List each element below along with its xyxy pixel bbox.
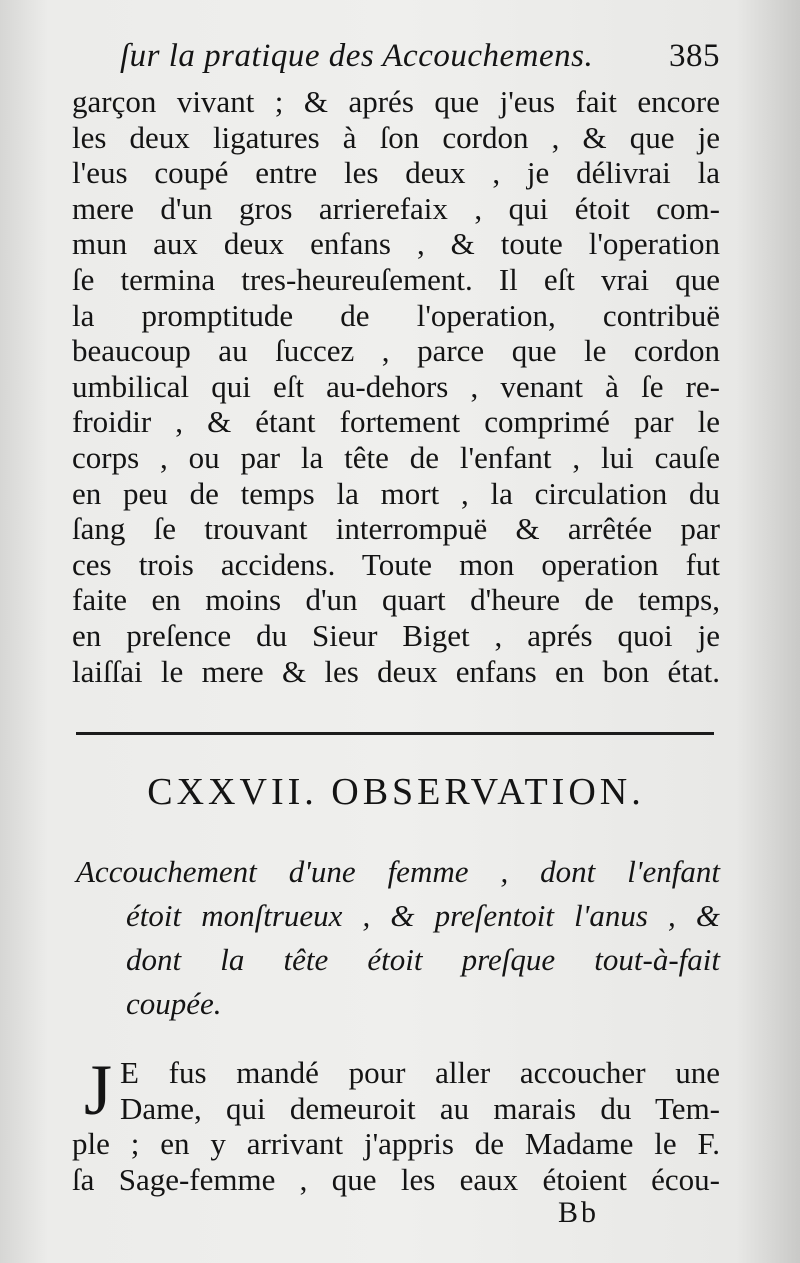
text-line: umbilical qui eſt au-dehors , venant à ſe re- <box>72 368 720 404</box>
text-line: ſang ſe trouvant interrompuë & arrêtée par <box>72 511 720 547</box>
text-line: ſa Sage-femme , que les eaux étoient écou- <box>72 1161 720 1197</box>
running-head <box>120 38 720 88</box>
section-heading: CXXVII. OBSERVATION. <box>147 771 645 813</box>
text-line: froidir , & étant fortement comprimé par le <box>72 404 720 440</box>
running-title: ſur la pratique des Accouchemens. <box>120 38 594 74</box>
text-line: en peu de temps la mort , la circulation du <box>72 475 720 511</box>
text-line: ple ; en y arrivant j'appris de Madame le F. <box>72 1126 720 1162</box>
signature-mark: Bb <box>558 1196 600 1229</box>
text-line: mun aux deux enfans , & toute l'operation <box>72 226 720 262</box>
section-rule <box>76 732 714 735</box>
text-line: Dame, qui demeuroit au marais du Tem- <box>120 1090 720 1126</box>
text-line: la promptitude de l'operation, contribuë <box>72 297 720 333</box>
section-subtitle <box>76 850 720 1026</box>
observation-paragraph <box>72 1050 720 1197</box>
subtitle-line: dont la tête étoit preſque tout-à-fait <box>126 942 720 977</box>
subtitle-line: Accouchement d'une femme , dont l'enfant <box>76 854 720 889</box>
page-number: 385 <box>669 38 720 74</box>
subtitle-line: coupée. <box>126 986 222 1021</box>
drop-cap: J <box>84 1050 113 1130</box>
text-line: en preſence du Sieur Biget , aprés quoi je <box>72 617 720 653</box>
continued-text <box>72 84 720 689</box>
text-line: mere d'un gros arrierefaix , qui étoit com- <box>72 190 720 226</box>
text-line: E fus mandé pour aller accoucher une <box>120 1055 720 1090</box>
text-line: l'eus coupé entre les deux , je délivrai la <box>72 155 720 191</box>
text-line: faite en moins d'un quart d'heure de temps, <box>72 582 720 618</box>
text-line: garçon vivant ; & aprés que j'eus fait encore <box>72 84 720 119</box>
text-line: les deux ligatures à ſon cordon , & que je <box>72 119 720 155</box>
text-line: beaucoup au ſuccez , parce que le cordon <box>72 333 720 369</box>
text-line: ſe termina tres-heureuſement. Il eſt vrai que <box>72 261 720 297</box>
text-line: ces trois accidens. Toute mon operation fut <box>72 546 720 582</box>
subtitle-line: étoit monſtrueux , & preſentoit l'anus , & <box>126 898 720 933</box>
text-line: laiſſai le mere & les deux enfans en bon état. <box>72 653 720 689</box>
text-line: corps , ou par la tête de l'enfant , lui cauſe <box>72 439 720 475</box>
